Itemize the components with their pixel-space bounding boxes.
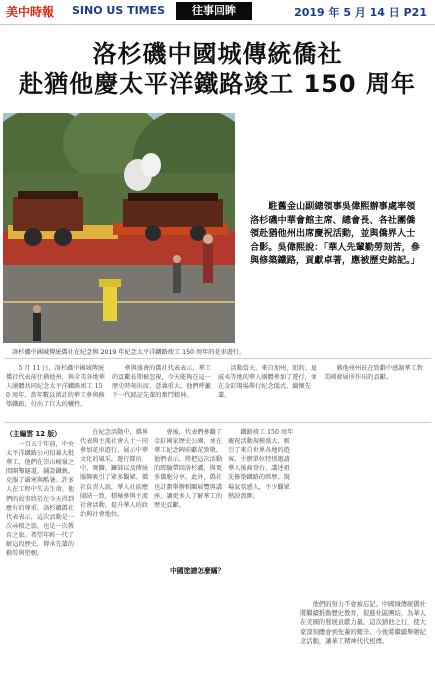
headline-line-2: 赴猶他慶太平洋鐵路竣工 150 周年	[19, 70, 416, 98]
divider	[4, 422, 431, 423]
right-column-text	[300, 600, 430, 696]
headline-line-1: 洛杉磯中國城傳統僑社	[92, 40, 343, 68]
body-column-d-text: 鐵路竣工 150 周年慶祝活動規模盛大，吸引了來自世界各地的遊客。主辦單位特別邀請華人後裔登台，講述祖先修築鐵路的經歷。現場氣氛感人，不少觀眾熱淚盈眶。	[228, 429, 294, 500]
section-label: 往事回眸	[176, 2, 252, 20]
section-heading-second: 中國塗譜怎麼瞞？	[170, 567, 225, 575]
intro-column-4	[324, 364, 428, 418]
body-column-b-text: 在紀念活動中，僑界代表與主流社會人士一同參加花車遊行，展示中華文化的風采。遊行隊伍中，舞獅、鑼鼓以及傳統服飾吸引了眾多觀眾。僑社負責人說，華人社區應團結一致，積極參與主流社會活動，提升華人的政治與社會地位。	[80, 429, 149, 518]
body-column-d	[228, 428, 296, 698]
body-column-c	[154, 428, 224, 698]
intro-column-2	[112, 364, 212, 418]
sidebar-quote-text: 駐舊金山副總領事吳偉熙辦事處率領洛杉磯中華會館主席、總會長、各社團僑領赴猶他州出席慶祝活動，並與僑界人士合影。吳偉熙說：「華人先輩勤勞刻苦，參與修築鐵路，貢獻卓著，應被歷史銘記。」	[250, 201, 420, 266]
body-column-a-text: 一百五十年前，中央太平洋鐵路公司招募大批華工，他們在崇山峻嶺之間開鑿隧道、鋪設鐵軌，克服了嚴寒與酷暑。許多人在工程中失去生命。他們的故事終於在今天得到應有的尊重。洛杉磯僑社代表表示，這次活動是一次尋根之旅，也是一次教育之旅。希望年輕一代了解這段歷史，傳承先輩的勤勞與堅韌。	[6, 441, 75, 558]
sidebar-quote	[250, 200, 422, 268]
divider	[4, 358, 431, 359]
intro-column-4-text: 猶他州州長在致辭中感謝華工對美國發展所作出的貢獻。	[324, 365, 424, 382]
page-header	[0, 0, 435, 25]
right-column-text-body: 他們的努力不會被忘記。中國城傳統僑社將繼續推動歷史教育，促進社區團結，為華人在美國的發展貢獻力量。這次猶他之行，使大家深刻體會到先輩的艱辛。今後將繼續舉辦紀念活動，讓華工精神代代相傳。	[300, 601, 426, 645]
intro-column-1-text: 5 月 11 日，洛杉磯中國城傳統僑社代表前往猶他州，與全美各地華人團體共同紀念太平洋鐵路竣工 150 周年。當年數以萬計的華工參與修築鐵路，付出了巨大的犧牲。	[6, 365, 105, 409]
body-column-b	[80, 428, 150, 698]
intro-column-2-text: 參與盛會的僑社代表表示，華工的貢獻長期被忽視，今天能夠在這一歷史時刻出席，意義重大。他們呼籲下一代銘記先輩的奮鬥精神。	[112, 365, 212, 400]
body-column-a	[6, 440, 76, 698]
newspaper-logo: 美中時報	[6, 5, 55, 19]
issue-date-page: 2019 年 5 月 14 日 P21	[294, 6, 427, 19]
photo-caption: 洛杉磯中國城傳統僑社在紀念與 2019 年紀念太平洋鐵路竣工 150 周年的花車遊行。	[12, 349, 246, 356]
body-column-c-text: 會後，代表們參觀了金釘國家歷史公園，並在華工紀念碑前獻花致敬。他們表示，將把這次活動的經驗帶回洛杉磯，與更多僑胞分享。此外，僑社也計劃舉辦相關展覽與講座，讓更多人了解華工的歷史貢獻。	[154, 429, 223, 509]
parade-float-photo	[3, 113, 235, 343]
intro-column-3	[218, 364, 318, 418]
newspaper-english-title: SINO US TIMES	[72, 4, 166, 17]
intro-column-3-text: 活動當天，來自加州、紐約、夏威夷等地的華人團體參加了遊行，並在金釘現場舉行紀念儀式，緬懷先輩。	[218, 365, 318, 400]
section-heading-first: （主編雲 12 版）	[6, 430, 61, 438]
intro-column-1	[6, 364, 106, 418]
